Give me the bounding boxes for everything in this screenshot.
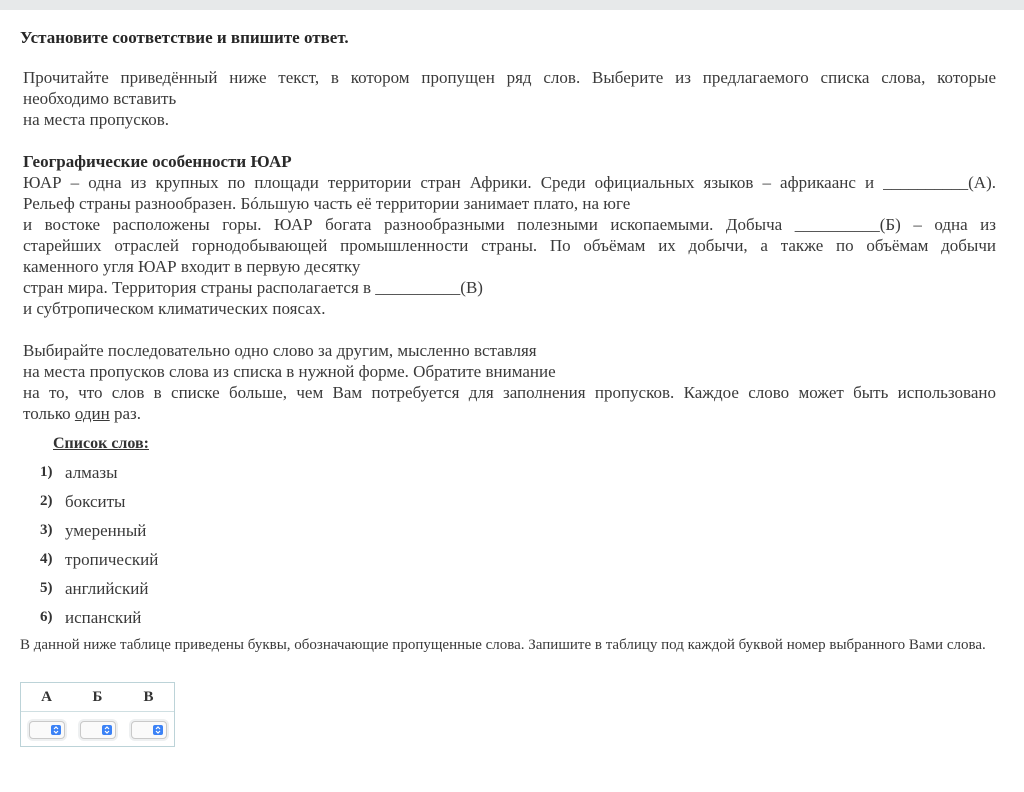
answer-cell-v bbox=[123, 721, 174, 739]
passage-line: старейших отраслей горнодобывающей промышленности страны. По объёмам их добычи, а также по объёмам добычи bbox=[23, 236, 996, 255]
answer-cell-b bbox=[72, 721, 123, 739]
item-word: английский bbox=[65, 578, 149, 598]
select-arrows-icon bbox=[153, 725, 163, 735]
instruction-emphasis: один bbox=[74, 404, 110, 423]
select-arrows-icon bbox=[102, 725, 112, 735]
item-number: 3) bbox=[40, 522, 53, 538]
item-number: 2) bbox=[40, 493, 53, 509]
list-item bbox=[40, 545, 158, 574]
passage bbox=[23, 67, 996, 424]
passage-line: каменного угля ЮАР входит в первую десятку bbox=[23, 257, 361, 276]
column-header-a: А bbox=[41, 689, 52, 705]
list-item bbox=[40, 516, 158, 545]
word-list bbox=[40, 458, 158, 632]
passage-line: и востоке расположены горы. ЮАР богата разнообразными полезными ископаемыми. Добыча __________(Б) – одна из bbox=[23, 215, 996, 234]
list-item bbox=[40, 458, 158, 487]
instruction-text: раз. bbox=[109, 404, 141, 423]
answer-row bbox=[21, 712, 174, 747]
item-number: 6) bbox=[40, 609, 53, 625]
answer-select-b[interactable] bbox=[80, 721, 116, 739]
top-bar bbox=[0, 0, 1024, 10]
intro-line: на места пропусков. bbox=[23, 110, 170, 129]
list-item bbox=[40, 487, 158, 516]
answer-select-a[interactable] bbox=[29, 721, 65, 739]
item-word: алмазы bbox=[65, 462, 118, 482]
answer-table bbox=[20, 682, 175, 747]
instruction-text: только bbox=[23, 404, 75, 423]
item-word: тропический bbox=[65, 549, 159, 569]
intro-line: необходимо вставить bbox=[23, 89, 177, 108]
column-header-b: Б bbox=[92, 689, 103, 705]
item-number: 5) bbox=[40, 580, 53, 596]
task-title: Установите соответствие и впишите ответ. bbox=[20, 28, 349, 47]
item-word: умеренный bbox=[65, 520, 147, 540]
instruction-line: на места пропусков слова из списка в нужной форме. Обратите внимание bbox=[23, 362, 556, 381]
item-word: испанский bbox=[65, 607, 142, 627]
item-word: бокситы bbox=[65, 491, 126, 511]
item-number: 1) bbox=[40, 464, 53, 480]
answer-table-header bbox=[21, 683, 174, 712]
intro-line: Прочитайте приведённый ниже текст, в котором пропущен ряд слов. Выберите из предлагаемого списка слова, которые bbox=[23, 68, 996, 87]
word-list-title: Список слов: bbox=[53, 435, 149, 452]
passage-line: Рельеф страны разнообразен. Бóльшую часть её территории занимает плато, на юге bbox=[23, 194, 631, 213]
passage-line: и субтропическом климатических поясах. bbox=[23, 299, 326, 318]
passage-line: стран мира. Территория страны располагается в __________(В) bbox=[23, 278, 483, 297]
answer-cell-a bbox=[21, 721, 72, 739]
instruction-line: Выбирайте последовательно одно слово за другим, мысленно вставляя bbox=[23, 341, 537, 360]
list-item bbox=[40, 574, 158, 603]
instruction-line: на то, что слов в списке больше, чем Вам потребуется для заполнения пропусков. Каждое слово может быть использовано bbox=[23, 383, 996, 402]
table-instruction: В данной ниже таблице приведены буквы, обозначающие пропущенные слова. Запишите в таблицу под каждой буквой номер выбранного Вами слова. bbox=[20, 637, 986, 653]
list-item bbox=[40, 603, 158, 632]
passage-heading: Географические особенности ЮАР bbox=[23, 152, 292, 171]
column-header-v: В bbox=[143, 689, 154, 705]
instruction-line bbox=[23, 403, 996, 424]
item-number: 4) bbox=[40, 551, 53, 567]
answer-select-v[interactable] bbox=[131, 721, 167, 739]
passage-line: ЮАР – одна из крупных по площади территории стран Африки. Среди официальных языков – африкаанс и __________(А). bbox=[23, 173, 996, 192]
select-arrows-icon bbox=[51, 725, 61, 735]
